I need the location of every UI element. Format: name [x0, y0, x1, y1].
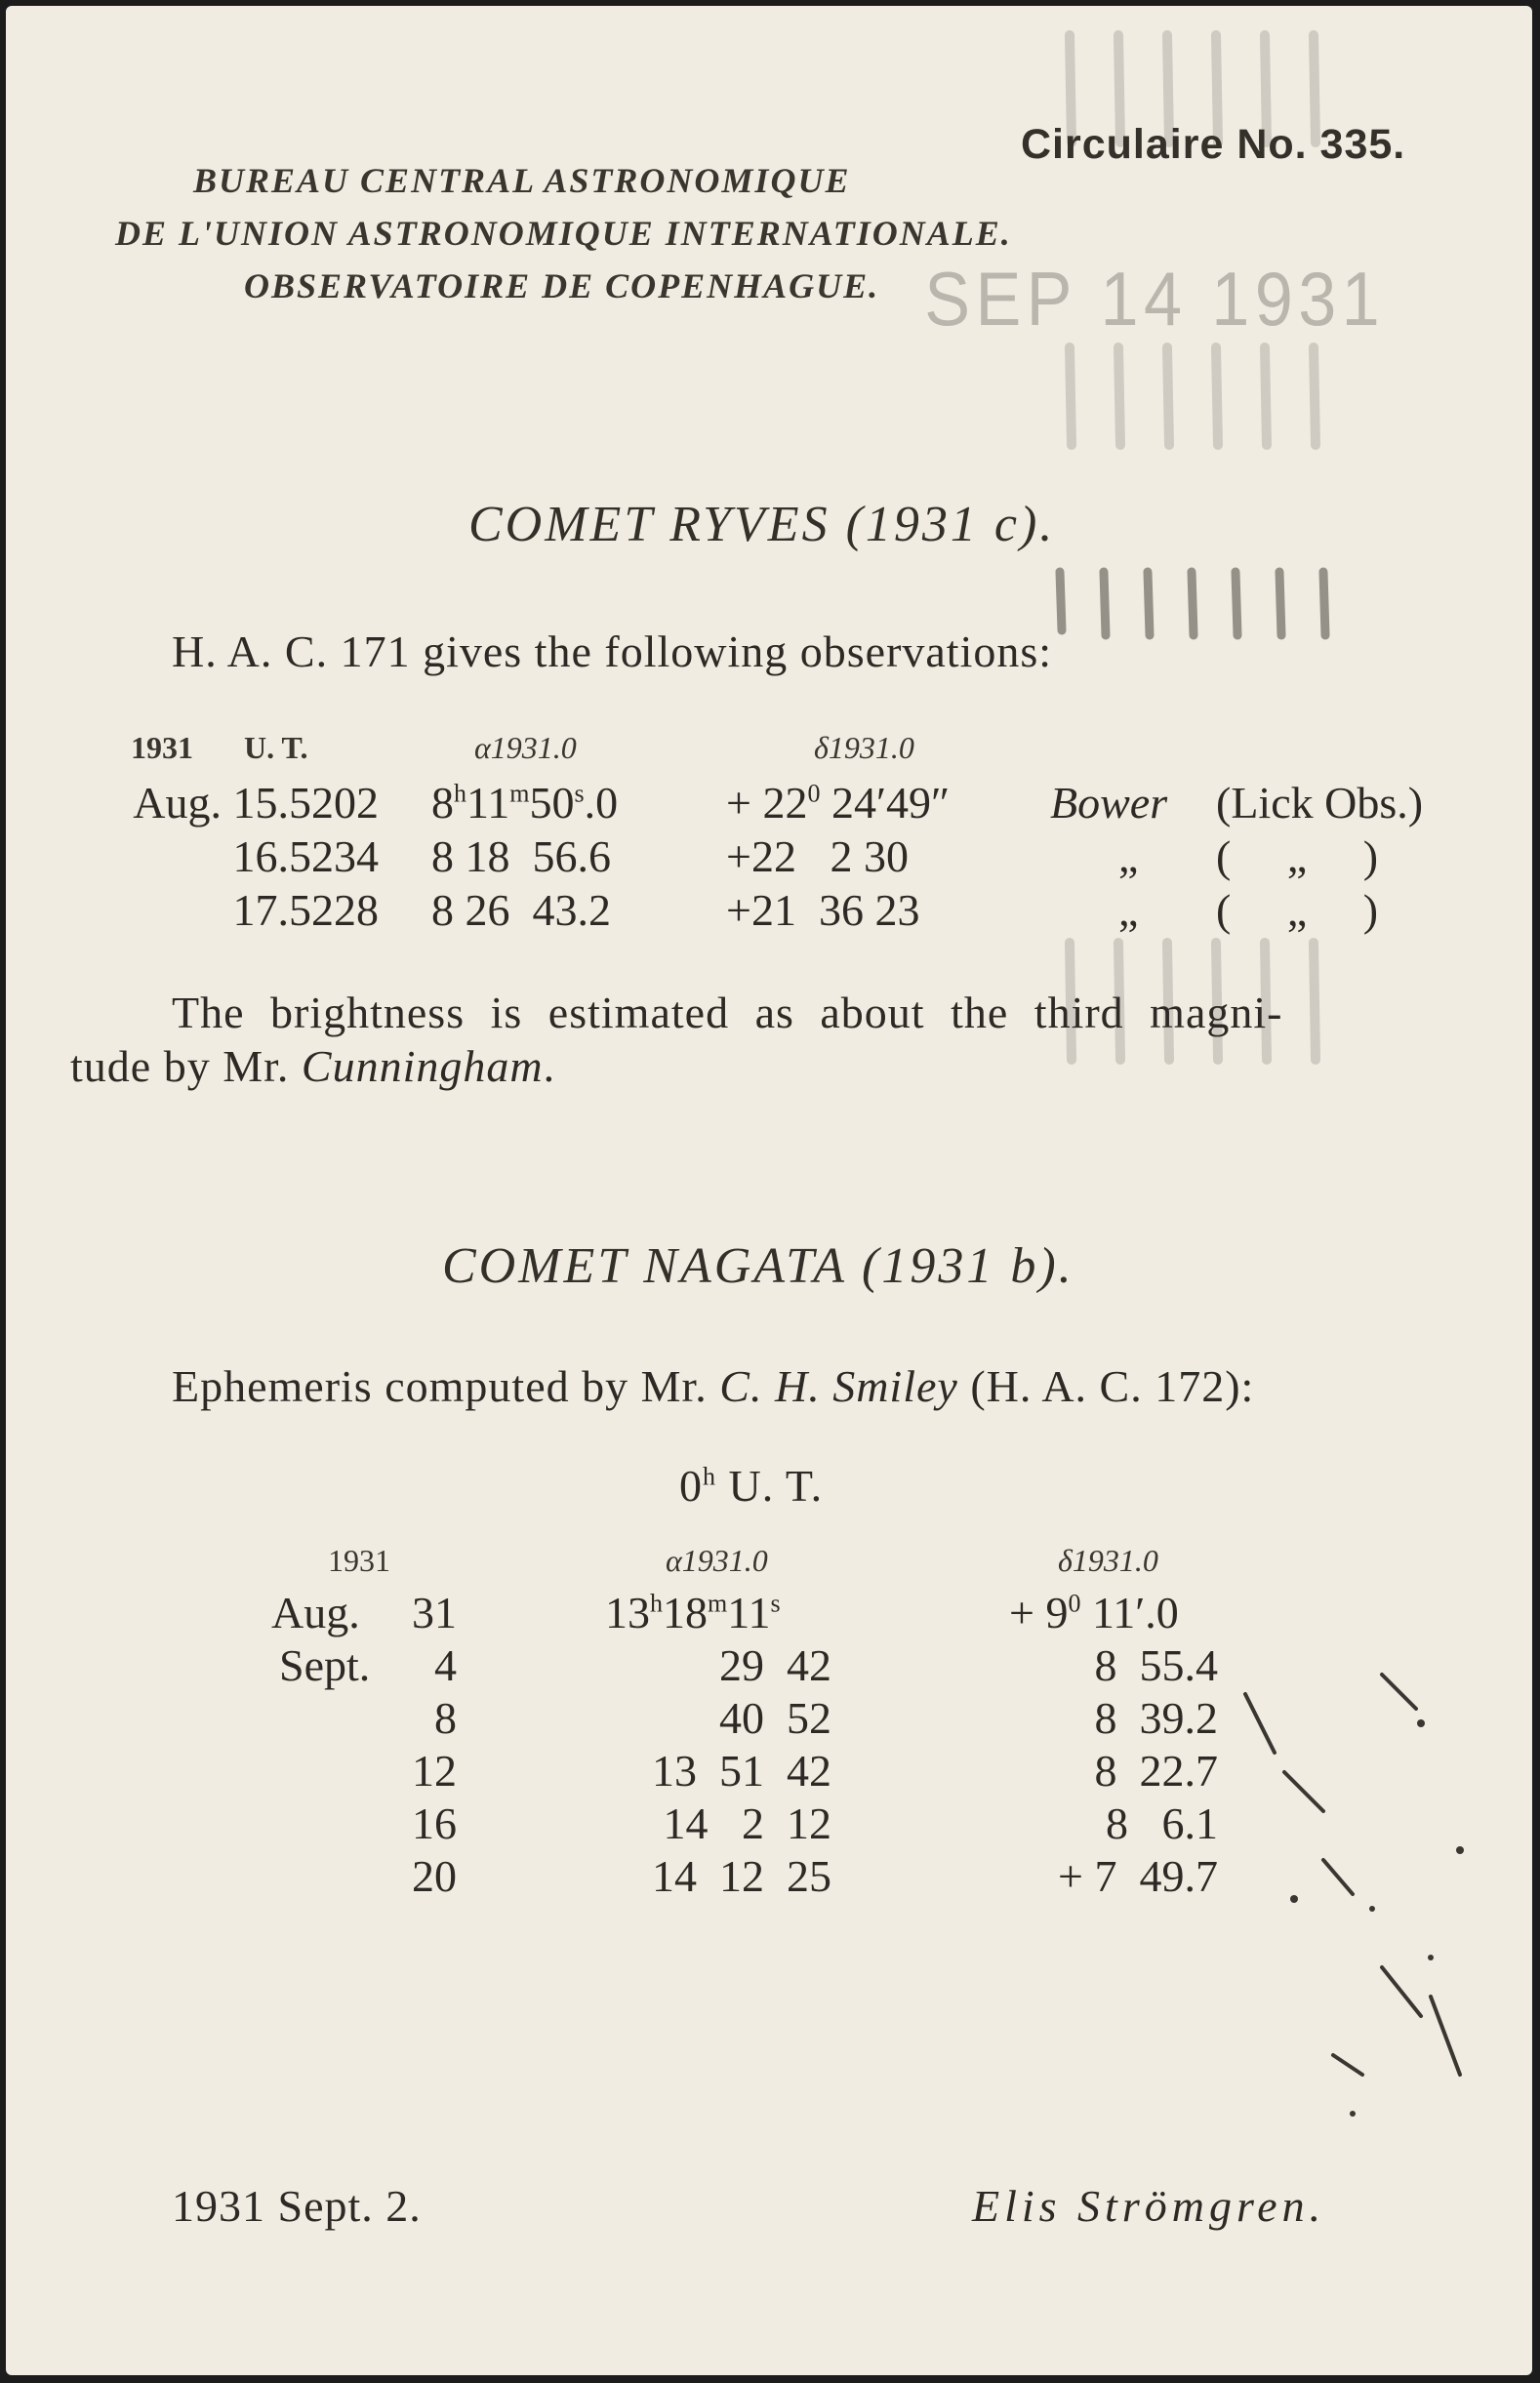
- signature: Elis Strömgren.: [972, 2181, 1326, 2231]
- ryves-intro: H. A. C. 171 gives the following observations:: [172, 626, 1053, 676]
- ryves-note-line1: The brightness is estimated as about the third magni-: [172, 988, 1283, 1037]
- nagata-row-day: 12: [412, 1746, 457, 1796]
- issue-date: 1931 Sept. 2.: [172, 2181, 422, 2231]
- comet-nagata-title: COMET NAGATA (1931 b).: [442, 1238, 1074, 1294]
- nagata-row-day: 31: [412, 1588, 457, 1637]
- nagata-row-ra: 40 52: [719, 1693, 831, 1743]
- nagata-row-dec: 8 39.2: [1094, 1693, 1218, 1743]
- ryves-col-year: 1931: [131, 730, 193, 765]
- ryves-row-date: 17.5228: [232, 885, 379, 935]
- nagata-row-day: 16: [412, 1798, 457, 1848]
- comet-ryves-title: COMET RYVES (1931 c).: [468, 497, 1056, 552]
- union-name-line: DE L'UNION ASTRONOMIQUE INTERNATIONALE.: [115, 214, 1012, 253]
- ryves-col-dec: δ1931.0: [814, 730, 914, 765]
- nagata-row-dec: + 7 49.7: [1058, 1851, 1218, 1901]
- nagata-row-ra: 13$^h$18$^m$11$^s$: [605, 1588, 781, 1637]
- ryves-row-observatory: ( „ ): [1216, 831, 1379, 881]
- ryves-note-line2: [70, 1040, 555, 1092]
- nagata-epoch: 0$^h$ U. T.: [679, 1461, 824, 1511]
- nagata-row-day: 8: [434, 1693, 457, 1743]
- ryves-row-observatory: ( „ ): [1216, 885, 1379, 935]
- ryves-col-ut: U. T.: [244, 730, 308, 765]
- ryves-row-date: Aug. 15.5202: [133, 778, 379, 828]
- nagata-row-ra: 29 42: [719, 1640, 831, 1690]
- nagata-intro-source: (H. A. C. 172):: [957, 1361, 1255, 1411]
- nagata-row-dec: 8 55.4: [1094, 1640, 1218, 1690]
- ryves-row-ra: 8$^h$11$^m$50$^s$.0: [431, 778, 619, 828]
- bureau-name-line: BUREAU CENTRAL ASTRONOMIQUE: [193, 161, 851, 200]
- nagata-col-year: 1931: [328, 1543, 390, 1578]
- nagata-row-day: 4: [434, 1640, 457, 1690]
- ryves-row-ra: 8 18 56.6: [431, 831, 611, 881]
- nagata-col-dec: δ1931.0: [1058, 1543, 1158, 1578]
- ryves-row-ra: 8 26 43.2: [431, 885, 611, 935]
- nagata-row-ra: 14 12 25: [652, 1851, 831, 1901]
- nagata-intro-text: Ephemeris computed by Mr.: [172, 1361, 720, 1411]
- ryves-row-dec: + $22^0$ 24′49″: [726, 778, 951, 828]
- ryves-note-observer: Cunningham: [301, 1041, 544, 1091]
- ryves-row-date: 16.5234: [232, 831, 379, 881]
- nagata-row-day: 20: [412, 1851, 457, 1901]
- nagata-col-ra: α1931.0: [666, 1543, 768, 1578]
- postmark-stamp: SEP 14 1931: [924, 256, 1386, 342]
- ink-marks: [1236, 1665, 1489, 2133]
- nagata-intro-author: C. H. Smiley: [719, 1361, 958, 1411]
- ryves-row-observer: „: [1118, 831, 1139, 881]
- nagata-row-ra: 13 51 42: [652, 1746, 831, 1796]
- ryves-col-ra: α1931.0: [474, 730, 577, 765]
- ryves-row-dec: +21 36 23: [726, 885, 920, 935]
- ryves-note-end: .: [543, 1041, 556, 1091]
- circular-card: [6, 6, 1532, 2375]
- nagata-row-dec: + $9^0$ 11′.0: [1009, 1588, 1179, 1637]
- nagata-row-dec: 8 6.1: [1106, 1798, 1218, 1848]
- nagata-row-month: Sept.: [279, 1640, 371, 1690]
- ryves-row-observer: Bower: [1050, 778, 1168, 828]
- nagata-intro: [172, 1360, 1254, 1412]
- ryves-note-text: tude by Mr.: [70, 1041, 302, 1091]
- ryves-row-dec: +22 2 30: [726, 831, 909, 881]
- ryves-row-observatory: (Lick Obs.): [1216, 778, 1424, 828]
- nagata-row-month: Aug.: [271, 1588, 360, 1637]
- nagata-row-ra: 14 2 12: [663, 1798, 831, 1848]
- circular-number: Circulaire No. 335.: [1021, 121, 1406, 168]
- nagata-row-dec: 8 22.7: [1094, 1746, 1218, 1796]
- observatory-line: OBSERVATOIRE DE COPENHAGUE.: [244, 266, 880, 305]
- ryves-row-observer: „: [1118, 885, 1139, 935]
